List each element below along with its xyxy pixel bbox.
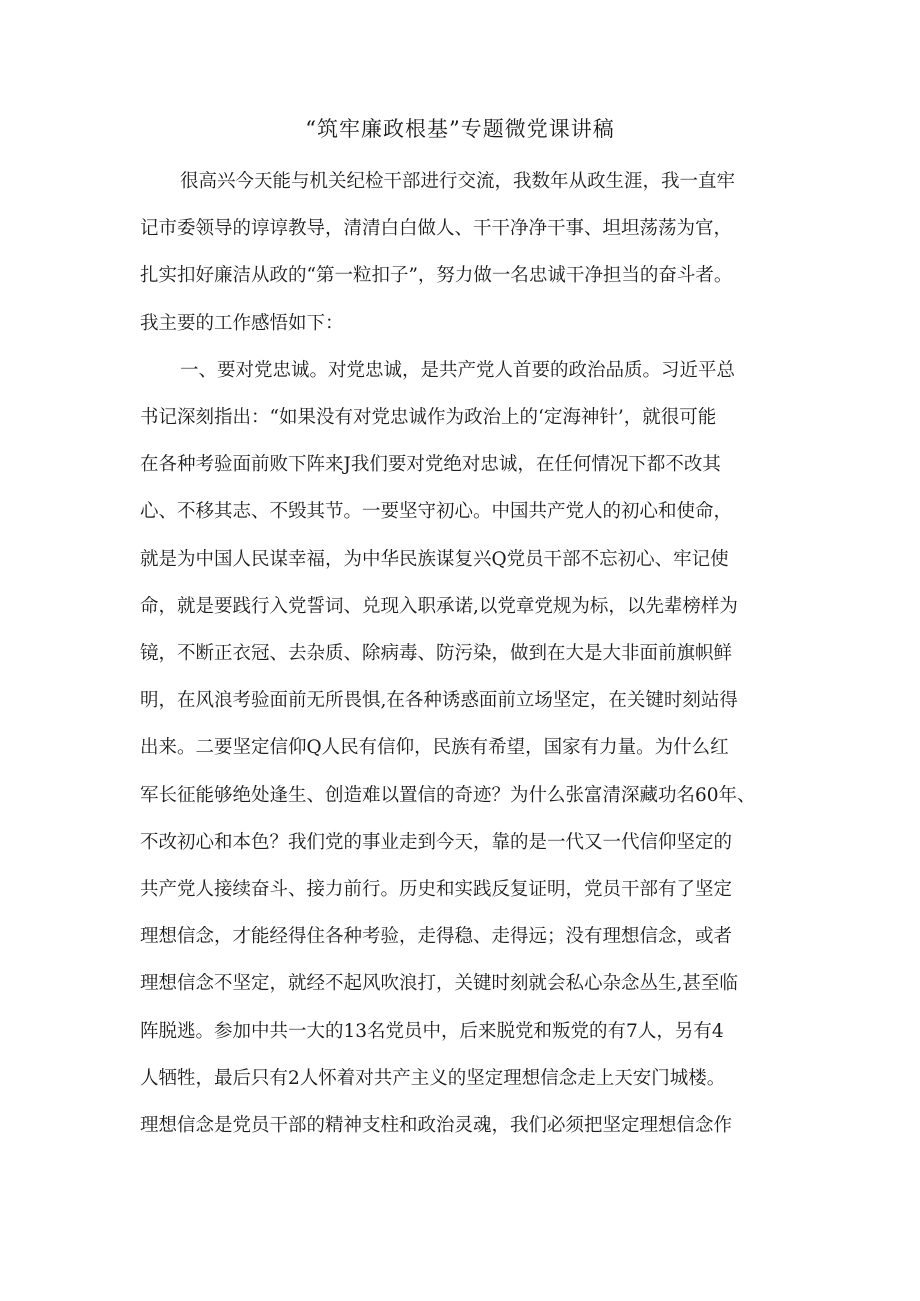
paragraph-line: 书记深刻指出：“如果没有对党忠诚作为政治上的‘定海神针’，就很可能 — [140, 407, 717, 428]
paragraph-line: 心、不移其志、不毁其节。一要坚守初心。中国共产党人的初心和使命， — [140, 501, 733, 522]
paragraph-line: 记市委领导的谆谆教导，清清白白做人、干干净净干事、坦坦荡荡为官， — [140, 218, 733, 239]
paragraph-line: 命，就是要践行入党誓词、兑现入职承诺,以党章党规为标，以先辈榜样为 — [140, 596, 738, 617]
paragraph-line: 出来。二要坚定信仰Q人民有信仰，民族有希望，国家有力量。为什么红 — [140, 737, 729, 758]
paragraph-line: 扎实扣好廉洁从政的“第一粒扣子”，努力做一名忠诚干净担当的奋斗者。 — [140, 265, 733, 286]
paragraph-line: 很高兴今天能与机关纪检干部进行交流，我数年从政生涯，我一直牢 — [180, 171, 736, 192]
paragraph-line: 一、要对党忠诚。对党忠诚，是共产党人首要的政治品质。习近平总 — [180, 360, 736, 381]
paragraph-line: 镜，不断正衣冠、去杂质、除病毒、防污染，做到在大是大非面前旗帜鲜 — [140, 643, 733, 664]
paragraph-line: 理想信念不坚定，就经不起风吹浪打，关键时刻就会私心杂念丛生,甚至临 — [140, 973, 738, 994]
paragraph-line: 明，在风浪考验面前无所畏惧,在各种诱惑面前立场坚定，在关键时刻站得 — [140, 690, 738, 711]
document-title: “筑牢廉政根基”专题微党课讲稿 — [305, 117, 615, 141]
paragraph-line: 阵脱逃。参加中共一大的13名党员中，后来脱党和叛党的有7人，另有4 — [140, 1021, 724, 1042]
paragraph-line: 人牺牲，最后只有2人怀着对共产主义的坚定理想信念走上天安门城楼。 — [140, 1068, 726, 1089]
paragraph-line: 不改初心和本色？我们党的事业走到今天，靠的是一代又一代信仰坚定的 — [140, 832, 733, 853]
paragraph-line: 我主要的工作感悟如下： — [140, 313, 344, 334]
paragraph-line: 就是为中国人民谋幸福，为中华民族谋复兴Q党员干部不忘初心、牢记使 — [140, 549, 729, 570]
paragraph-line: 共产党人接续奋斗、接力前行。历史和实践反复证明，党员干部有了坚定 — [140, 879, 733, 900]
paragraph-line: 理想信念是党员干部的精神支柱和政治灵魂，我们必须把坚定理想信念作 — [140, 1115, 733, 1136]
paragraph-line: 军长征能够绝处逢生、创造难以置信的奇迹？为什么张富清深藏功名60年、 — [140, 785, 756, 806]
paragraph-line: 理想信念，才能经得住各种考验，走得稳、走得远；没有理想信念，或者 — [140, 926, 733, 947]
paragraph-line: 在各种考验面前败下阵来J我们要对党绝对忠诚，在任何情况下都不改其 — [140, 454, 721, 475]
